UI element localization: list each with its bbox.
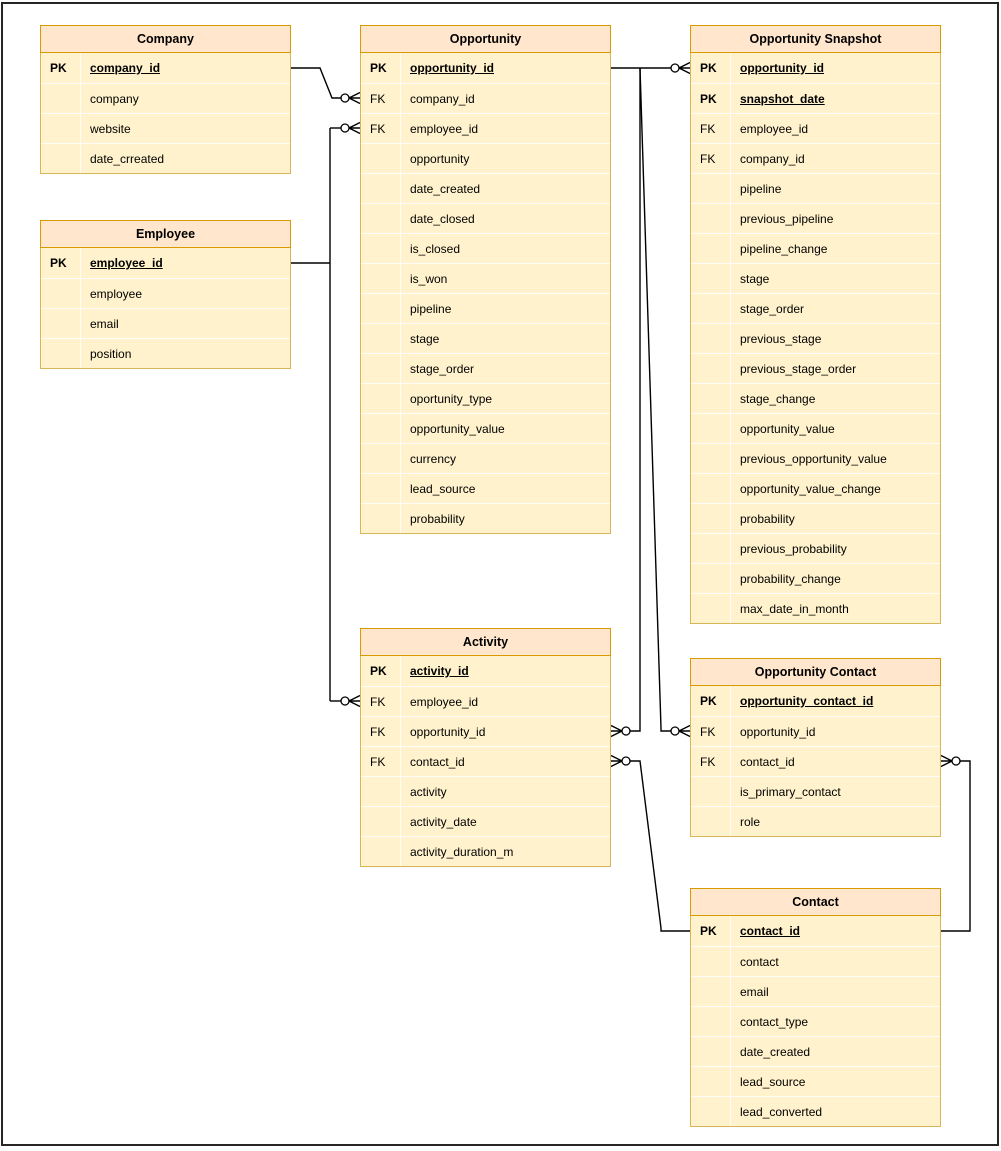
key-label: FK [691, 717, 731, 746]
key-label [361, 807, 401, 836]
field-name: email [90, 316, 119, 331]
field-name: date_crreated [90, 151, 165, 166]
field-row-contact_id [361, 746, 610, 776]
field-name: employee_id [410, 694, 479, 709]
key-label [691, 444, 731, 473]
field-name: employee_id [740, 121, 809, 136]
field-row-employee_id [691, 113, 940, 143]
zero-circle-icon [952, 757, 960, 765]
field-row-opportunity_id [361, 716, 610, 746]
key-label [41, 84, 81, 113]
field-name: stage_order [740, 301, 805, 316]
table-title: Opportunity Snapshot [690, 25, 941, 53]
key-label: FK [691, 747, 731, 776]
key-label: PK [691, 53, 731, 83]
zero-circle-icon [622, 757, 630, 765]
field-row-stage [691, 263, 940, 293]
key-label [41, 144, 81, 173]
field-row-email [41, 308, 290, 338]
key-label [691, 977, 731, 1006]
key-label: FK [361, 717, 401, 746]
field-name: opportunity_value [410, 421, 505, 436]
entity-table-company[interactable] [40, 25, 291, 174]
field-name: probability [410, 511, 465, 526]
crows-foot-icon [349, 123, 360, 134]
field-row-previous_stage [691, 323, 940, 353]
field-row-pipeline_change [691, 233, 940, 263]
key-label: FK [361, 84, 401, 113]
field-name: contact_id [740, 754, 795, 769]
crows-foot-icon [349, 696, 360, 707]
key-label [691, 204, 731, 233]
crows-foot-icon [679, 726, 690, 737]
crows-foot-icon [611, 756, 622, 767]
key-label [361, 204, 401, 233]
field-row-employee_id [361, 686, 610, 716]
table-body [690, 916, 941, 1127]
field-name: is_primary_contact [740, 784, 841, 799]
table-title: Company [40, 25, 291, 53]
field-row-opportunity_value_change [691, 473, 940, 503]
field-name: contact [740, 954, 779, 969]
key-label [361, 354, 401, 383]
field-name: pipeline [740, 181, 782, 196]
key-label [691, 1007, 731, 1036]
key-label: PK [691, 686, 731, 716]
field-row-lead_converted [691, 1096, 940, 1126]
field-row-contact_id [691, 916, 940, 946]
key-label [691, 324, 731, 353]
key-label [361, 264, 401, 293]
entity-table-employee[interactable] [40, 220, 291, 369]
field-name: date_created [740, 1044, 811, 1059]
field-row-snapshot_date [691, 83, 940, 113]
field-row-lead_source [691, 1066, 940, 1096]
field-name: stage [410, 331, 440, 346]
field-row-pipeline [361, 293, 610, 323]
crows-foot-icon [941, 756, 952, 767]
field-name: activity_duration_m [410, 844, 514, 859]
field-row-pipeline [691, 173, 940, 203]
key-label: FK [691, 114, 731, 143]
key-label [691, 534, 731, 563]
field-row-employee_id [41, 248, 290, 278]
entity-table-opportunity-contact[interactable] [690, 658, 941, 837]
key-label [361, 294, 401, 323]
field-name: opportunity_id [740, 724, 816, 739]
key-label [361, 504, 401, 533]
key-label [691, 1097, 731, 1126]
key-label [361, 234, 401, 263]
relationship-opportunity-activity[interactable] [611, 68, 640, 737]
crows-foot-icon [611, 726, 622, 737]
field-name: pipeline_change [740, 241, 828, 256]
field-row-date_created [691, 1036, 940, 1066]
field-row-lead_source [361, 473, 610, 503]
table-body [690, 53, 941, 624]
zero-circle-icon [671, 727, 679, 735]
field-name: employee_id [410, 121, 479, 136]
key-label [691, 947, 731, 976]
field-row-contact_id [691, 746, 940, 776]
key-label [691, 1037, 731, 1066]
field-row-date_created [361, 173, 610, 203]
field-name: oportunity_type [410, 391, 493, 406]
field-row-stage_order [361, 353, 610, 383]
field-name: opportunity_value [740, 421, 835, 436]
field-name: previous_stage [740, 331, 822, 346]
zero-circle-icon [341, 94, 349, 102]
key-label [361, 474, 401, 503]
field-name: company_id [410, 91, 475, 106]
field-name: contact_id [740, 924, 801, 938]
field-row-website [41, 113, 290, 143]
field-name: company_id [740, 151, 805, 166]
entity-table-contact[interactable] [690, 888, 941, 1127]
key-label: PK [361, 656, 401, 686]
field-row-company [41, 83, 290, 113]
field-row-previous_probability [691, 533, 940, 563]
field-name: opportunity_id [740, 61, 824, 75]
key-label [691, 1067, 731, 1096]
key-label [691, 504, 731, 533]
key-label [691, 384, 731, 413]
field-name: opportunity_value_change [740, 481, 881, 496]
field-row-is_primary_contact [691, 776, 940, 806]
zero-circle-icon [341, 124, 349, 132]
table-title: Opportunity [360, 25, 611, 53]
table-body [40, 53, 291, 174]
table-title: Contact [690, 888, 941, 916]
key-label [361, 324, 401, 353]
field-row-company_id [361, 83, 610, 113]
field-name: lead_converted [740, 1104, 823, 1119]
field-row-stage [361, 323, 610, 353]
key-label: PK [691, 916, 731, 946]
field-name: website [90, 121, 131, 136]
key-label [691, 594, 731, 623]
field-name: previous_probability [740, 541, 847, 556]
field-name: employee_id [90, 256, 163, 270]
field-name: is_closed [410, 241, 461, 256]
field-row-position [41, 338, 290, 368]
field-row-currency [361, 443, 610, 473]
field-row-opportunity_value [361, 413, 610, 443]
relationship-company-opportunity[interactable] [291, 68, 360, 104]
field-name: opportunity [410, 151, 470, 166]
field-row-company_id [691, 143, 940, 173]
table-title: Employee [40, 220, 291, 248]
field-row-previous_opportunity_value [691, 443, 940, 473]
field-name: position [90, 346, 132, 361]
field-name: opportunity_id [410, 61, 494, 75]
field-name: previous_opportunity_value [740, 451, 887, 466]
key-label [361, 144, 401, 173]
key-label [691, 564, 731, 593]
key-label [691, 294, 731, 323]
key-label [41, 339, 81, 368]
field-name: activity_date [410, 814, 477, 829]
field-row-date_crreated [41, 143, 290, 173]
table-body [690, 686, 941, 837]
table-title: Opportunity Contact [690, 658, 941, 686]
field-row-company_id [41, 53, 290, 83]
key-label [691, 777, 731, 806]
field-row-opportunity_contact_id [691, 686, 940, 716]
key-label [361, 414, 401, 443]
field-name: stage [740, 271, 770, 286]
field-row-activity [361, 776, 610, 806]
crows-foot-icon [679, 63, 690, 74]
field-row-email [691, 976, 940, 1006]
relationship-opportunity-snapshot[interactable] [611, 63, 690, 74]
field-name: probability_change [740, 571, 841, 586]
key-label [361, 444, 401, 473]
key-label [691, 174, 731, 203]
key-label [361, 837, 401, 866]
field-name: role [740, 814, 761, 829]
key-label [691, 354, 731, 383]
field-name: activity_id [410, 664, 469, 678]
field-row-max_date_in_month [691, 593, 940, 623]
field-name: previous_stage_order [740, 361, 857, 376]
field-row-contact [691, 946, 940, 976]
field-row-role [691, 806, 940, 836]
key-label [41, 309, 81, 338]
key-label: PK [41, 248, 81, 278]
field-name: company [90, 91, 139, 106]
field-row-oportunity_type [361, 383, 610, 413]
field-row-employee [41, 278, 290, 308]
key-label [41, 114, 81, 143]
field-row-opportunity_value [691, 413, 940, 443]
relationship-employee-opportunity-activity[interactable] [291, 123, 360, 707]
field-row-activity_date [361, 806, 610, 836]
field-row-probability_change [691, 563, 940, 593]
key-label [691, 264, 731, 293]
field-name: activity [410, 784, 447, 799]
field-row-stage_change [691, 383, 940, 413]
field-row-opportunity_id [691, 716, 940, 746]
zero-circle-icon [341, 697, 349, 705]
key-label: FK [361, 687, 401, 716]
key-label [41, 279, 81, 308]
entity-table-activity[interactable] [360, 628, 611, 867]
field-name: stage_change [740, 391, 816, 406]
field-row-activity_duration_m [361, 836, 610, 866]
field-row-contact_type [691, 1006, 940, 1036]
field-name: pipeline [410, 301, 452, 316]
relationship-opportunity-opportunity-contact[interactable] [640, 68, 690, 737]
field-row-activity_id [361, 656, 610, 686]
key-label: FK [361, 114, 401, 143]
field-name: stage_order [410, 361, 475, 376]
field-name: lead_source [740, 1074, 806, 1089]
key-label [361, 777, 401, 806]
key-label [691, 414, 731, 443]
field-row-previous_stage_order [691, 353, 940, 383]
field-name: date_closed [410, 211, 475, 226]
field-name: opportunity_contact_id [740, 694, 874, 708]
field-name: contact_type [740, 1014, 809, 1029]
zero-circle-icon [671, 64, 679, 72]
field-row-employee_id [361, 113, 610, 143]
field-name: lead_source [410, 481, 476, 496]
field-name: contact_id [410, 754, 465, 769]
key-label [691, 234, 731, 263]
key-label: PK [41, 53, 81, 83]
key-label: FK [361, 747, 401, 776]
field-row-probability [361, 503, 610, 533]
field-row-previous_pipeline [691, 203, 940, 233]
key-label: FK [691, 144, 731, 173]
field-row-probability [691, 503, 940, 533]
key-label [361, 384, 401, 413]
relationship-contact-activity[interactable] [611, 756, 690, 932]
field-name: snapshot_date [740, 91, 825, 106]
field-row-opportunity [361, 143, 610, 173]
key-label [361, 174, 401, 203]
table-title: Activity [360, 628, 611, 656]
entity-table-opportunity-snapshot[interactable] [690, 25, 941, 624]
field-row-opportunity_id [361, 53, 610, 83]
entity-table-opportunity[interactable] [360, 25, 611, 534]
field-name: is_won [410, 271, 448, 286]
relationship-contact-opportunity-contact[interactable] [941, 756, 970, 932]
field-name: probability [740, 511, 795, 526]
key-label [691, 807, 731, 836]
field-name: company_id [90, 61, 161, 75]
field-row-is_won [361, 263, 610, 293]
table-body [40, 248, 291, 369]
field-name: email [740, 984, 769, 999]
field-row-date_closed [361, 203, 610, 233]
key-label [691, 474, 731, 503]
table-body [360, 53, 611, 534]
field-name: opportunity_id [410, 724, 486, 739]
field-row-stage_order [691, 293, 940, 323]
key-label: PK [361, 53, 401, 83]
field-row-opportunity_id [691, 53, 940, 83]
field-name: currency [410, 451, 457, 466]
field-name: date_created [410, 181, 481, 196]
crows-foot-icon [349, 93, 360, 104]
field-name: previous_pipeline [740, 211, 834, 226]
zero-circle-icon [622, 727, 630, 735]
table-body [360, 656, 611, 867]
field-name: employee [90, 286, 143, 301]
field-name: max_date_in_month [740, 601, 849, 616]
key-label: PK [691, 84, 731, 113]
field-row-is_closed [361, 233, 610, 263]
